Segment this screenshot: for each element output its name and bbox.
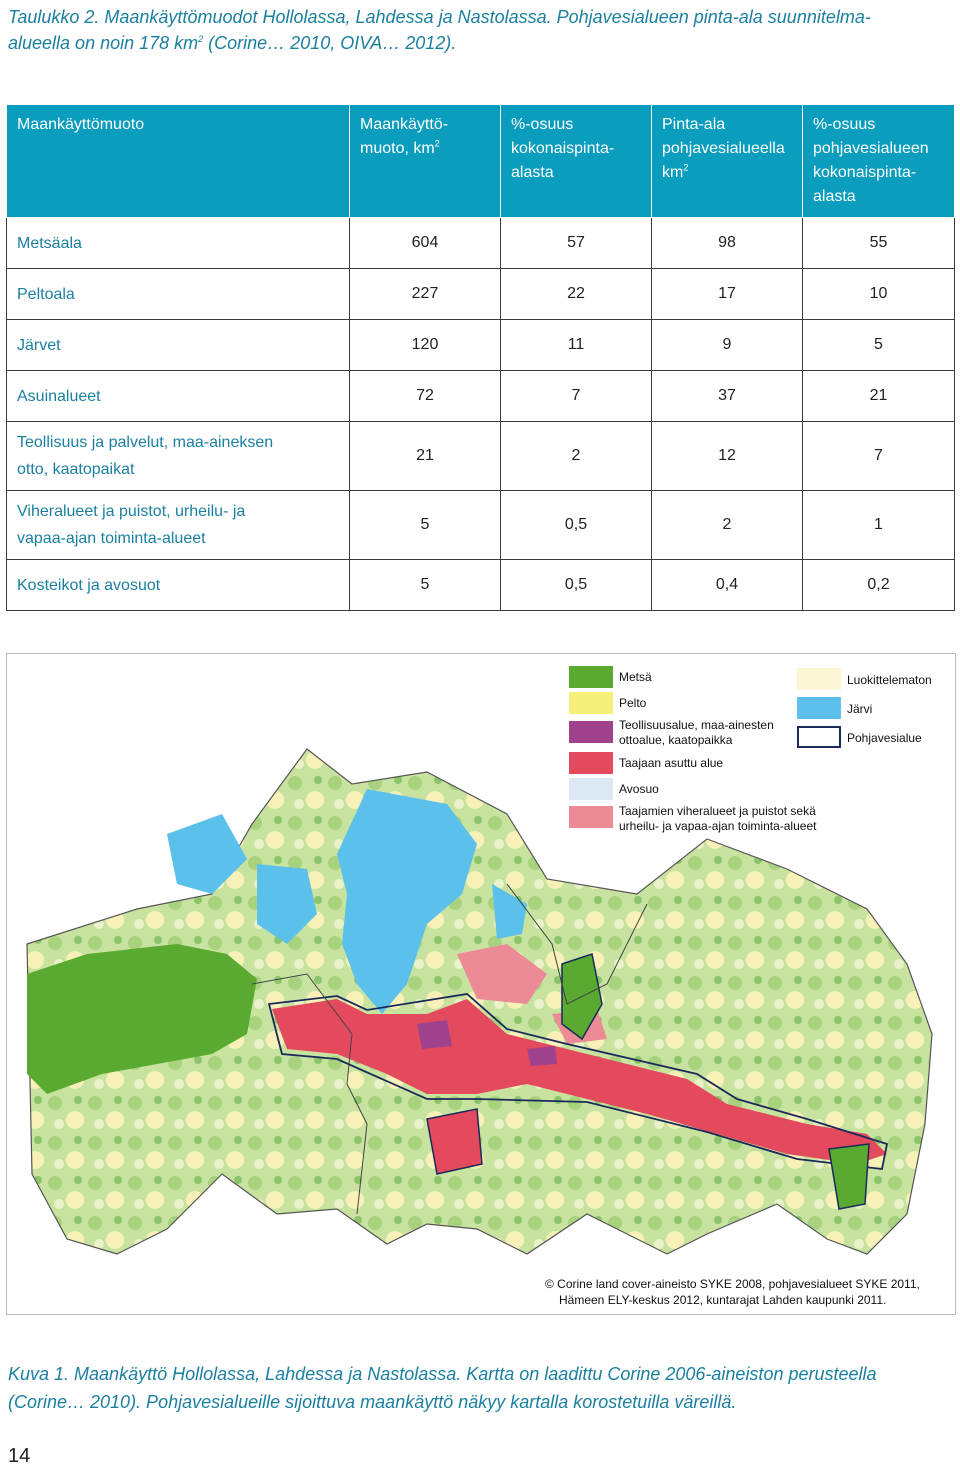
table-row — [7, 422, 955, 491]
cell-area-groundwater: 0,4 — [652, 560, 803, 611]
row-label-line: Teollisuus ja palvelut, maa-aineksen — [17, 434, 274, 451]
legend-label: Metsä — [619, 670, 652, 684]
cell-area: 72 — [350, 371, 501, 422]
figure-caption-line1: Kuva 1. Maankäyttö Hollolassa, Lahdessa ja Nastolassa. Kartta on laadittu Corine 2006-aineiston perusteella — [8, 1364, 877, 1384]
header-label: Maankäyttö- — [360, 116, 449, 133]
superscript: 2 — [198, 34, 204, 44]
table-caption-line2 — [8, 30, 953, 56]
header-share-groundwater — [803, 105, 955, 218]
header-label: kokonaispinta- — [813, 164, 917, 181]
header-area-groundwater — [652, 105, 803, 218]
industrial-area — [417, 1020, 452, 1049]
cell-share-groundwater: 1 — [803, 491, 955, 560]
legend-swatch — [569, 692, 613, 714]
land-use-map — [6, 653, 956, 1315]
cell-area: 5 — [350, 491, 501, 560]
table-row — [7, 560, 955, 611]
header-share-total — [501, 105, 652, 218]
header-label: muoto, km — [360, 140, 435, 157]
legend-swatch — [797, 697, 841, 719]
legend-label: Taajamien viheralueet ja puistot sekä — [619, 804, 816, 818]
legend-swatch — [569, 778, 613, 800]
cell-area: 604 — [350, 218, 501, 269]
table-caption-line1: Taulukko 2. Maankäyttömuodot Hollolassa, Lahdessa ja Nastolassa. Pohjavesialueen pinta-ala suunnitelma- — [8, 7, 871, 27]
row-label — [7, 491, 350, 560]
map-credit-line2: Hämeen ELY-keskus 2012, kuntarajat Lahden kaupunki 2011. — [559, 1293, 887, 1307]
cell-share-total: 22 — [501, 269, 652, 320]
cell-area-groundwater: 17 — [652, 269, 803, 320]
cell-area: 5 — [350, 560, 501, 611]
header-label: %-osuus — [813, 116, 876, 133]
cell-share-total: 2 — [501, 422, 652, 491]
superscript: 2 — [683, 162, 689, 173]
figure-caption — [8, 1360, 958, 1416]
cell-area: 227 — [350, 269, 501, 320]
legend-swatch — [797, 726, 841, 748]
table-header-row — [7, 105, 955, 218]
table-row — [7, 371, 955, 422]
header-label: pohjavesialueella — [662, 140, 785, 157]
cell-share-groundwater: 10 — [803, 269, 955, 320]
table-row — [7, 269, 955, 320]
caption-text: alueella on noin 178 km — [8, 33, 199, 53]
cell-area: 120 — [350, 320, 501, 371]
cell-share-total: 57 — [501, 218, 652, 269]
cell-share-total: 0,5 — [501, 491, 652, 560]
caption-text: (Corine… 2010, OIVA… 2012). — [203, 33, 457, 53]
header-label: Maankäyttömuoto — [17, 116, 145, 133]
legend-swatch — [569, 666, 613, 688]
legend-swatch — [569, 752, 613, 774]
cell-share-groundwater: 7 — [803, 422, 955, 491]
legend-swatch — [569, 806, 613, 828]
cell-share-total: 7 — [501, 371, 652, 422]
table-caption — [8, 4, 953, 56]
industrial-area — [527, 1046, 557, 1066]
row-label: Asuinalueet — [7, 371, 350, 422]
legend-label: Pelto — [619, 696, 647, 710]
header-label: pohjavesialueen — [813, 140, 929, 157]
table-row — [7, 218, 955, 269]
cell-share-total: 11 — [501, 320, 652, 371]
legend-label: urheilu- ja vapaa-ajan toiminta-alueet — [619, 819, 817, 833]
header-land-use — [7, 105, 350, 218]
row-label: Järvet — [7, 320, 350, 371]
cell-area-groundwater: 98 — [652, 218, 803, 269]
legend-swatch — [797, 668, 841, 690]
legend-label: Teollisuusalue, maa-ainesten — [619, 718, 774, 732]
row-label — [7, 422, 350, 491]
table-row — [7, 491, 955, 560]
map-credit-line1: © Corine land cover-aineisto SYKE 2008, pohjavesialueet SYKE 2011, — [545, 1277, 920, 1291]
header-label: alasta — [511, 164, 554, 181]
row-label-line: otto, kaatopaikat — [17, 461, 135, 478]
legend-label: ottoalue, kaatopaikka — [619, 733, 733, 747]
cell-area-groundwater: 37 — [652, 371, 803, 422]
figure-caption-line2: (Corine… 2010). Pohjavesialueille sijoittuva maankäyttö näkyy kartalla korostetuilla väreillä. — [8, 1392, 737, 1412]
legend-swatch — [569, 721, 613, 743]
row-label-line: Viheralueet ja puistot, urheilu- ja — [17, 503, 246, 520]
legend-label: Luokittelematon — [847, 673, 932, 687]
map-legend-right — [797, 668, 947, 758]
cell-share-groundwater: 5 — [803, 320, 955, 371]
legend-label: Avosuo — [619, 782, 659, 796]
cell-share-total: 0,5 — [501, 560, 652, 611]
superscript: 2 — [434, 138, 440, 149]
cell-share-groundwater: 55 — [803, 218, 955, 269]
header-label: %-osuus — [511, 116, 574, 133]
cell-area-groundwater: 12 — [652, 422, 803, 491]
map-credit — [545, 1276, 920, 1308]
cell-area-groundwater: 9 — [652, 320, 803, 371]
row-label: Metsäala — [7, 218, 350, 269]
header-area — [350, 105, 501, 218]
legend-label: Taajaan asuttu alue — [619, 756, 724, 770]
cell-area: 21 — [350, 422, 501, 491]
row-label-line: vapaa-ajan toiminta-alueet — [17, 530, 206, 547]
land-use-table — [6, 104, 955, 611]
cell-share-groundwater: 21 — [803, 371, 955, 422]
table-row — [7, 320, 955, 371]
cell-area-groundwater: 2 — [652, 491, 803, 560]
row-label: Peltoala — [7, 269, 350, 320]
legend-label: Pohjavesialue — [847, 731, 922, 745]
header-label: alasta — [813, 188, 856, 205]
row-label: Kosteikot ja avosuot — [7, 560, 350, 611]
header-label: kokonaispinta- — [511, 140, 615, 157]
header-label: Pinta-ala — [662, 116, 726, 133]
cell-share-groundwater: 0,2 — [803, 560, 955, 611]
page-number: 14 — [8, 1445, 31, 1467]
legend-label: Järvi — [847, 702, 873, 716]
header-label: km — [662, 164, 684, 181]
groundwater-area-outline — [427, 1109, 482, 1174]
